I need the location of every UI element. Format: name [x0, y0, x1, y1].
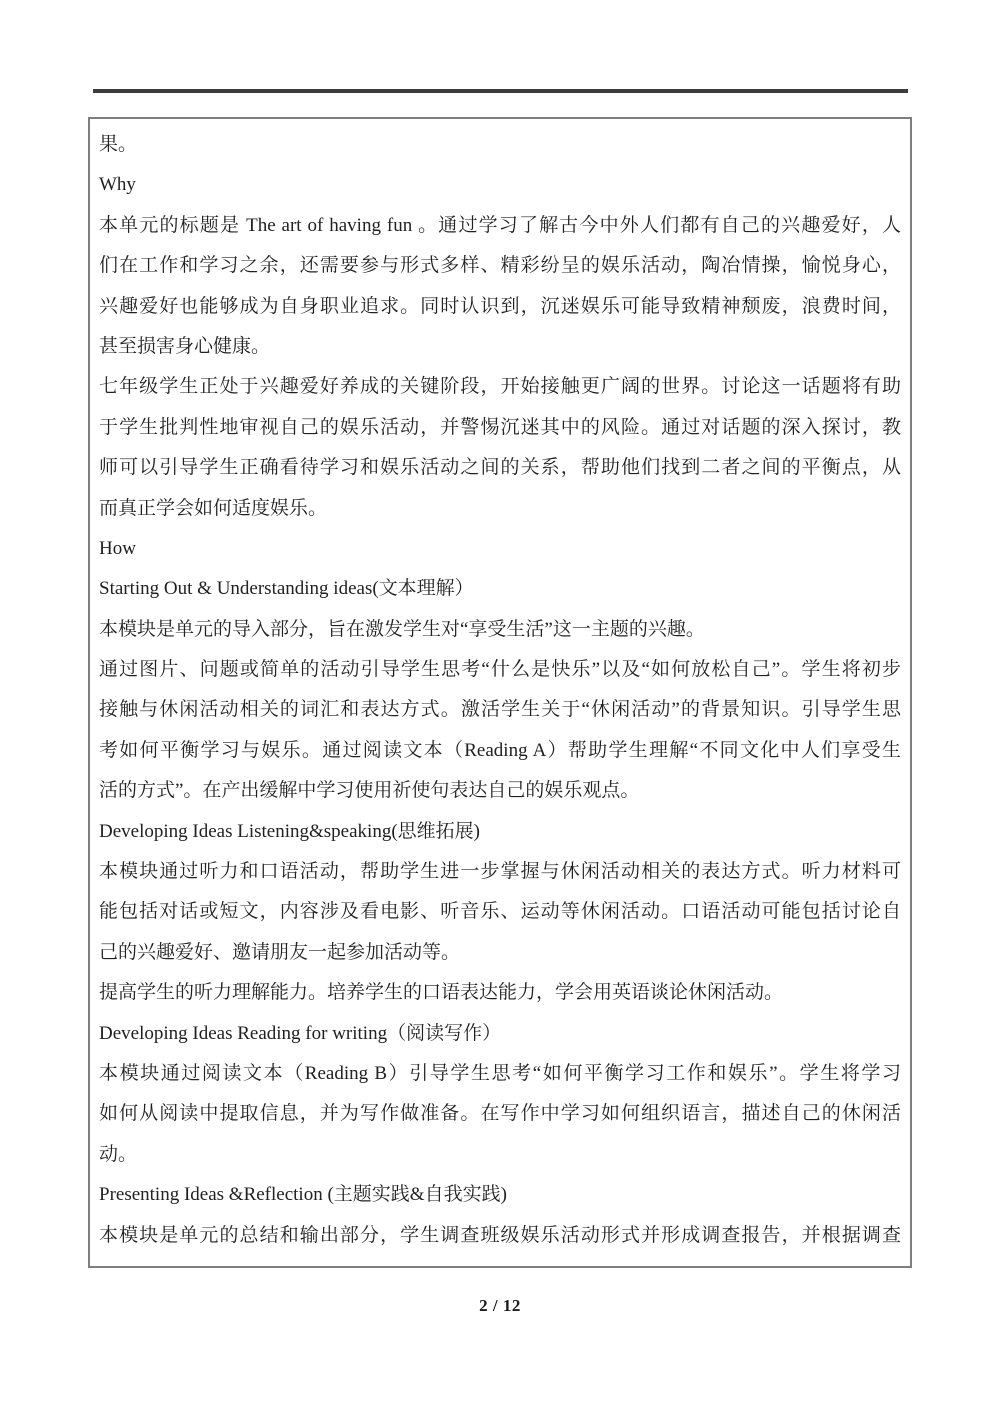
text-line: 考如何平衡学习与娱乐。通过阅读文本（Reading A）帮助学生理解“不同文化中人们享受生 — [99, 739, 901, 761]
section-title-listening-speaking: Developing Ideas Listening&speaking(思维拓展) — [99, 820, 480, 842]
section-title-starting-out: Starting Out & Understanding ideas(文本理解） — [99, 578, 474, 600]
heading-how: How — [99, 537, 136, 559]
text-line: 己的兴趣爱好、邀请朋友一起参加活动等。 — [99, 941, 461, 963]
text-line: 本模块通过听力和口语活动，帮助学生进一步掌握与休闲活动相关的表达方式。听力材料可 — [99, 861, 901, 883]
section-title-reading-for-writing: Developing Ideas Reading for writing（阅读写作） — [99, 1022, 502, 1044]
section-title-presenting-ideas: Presenting Ideas &Reflection (主题实践&自我实践) — [99, 1184, 507, 1206]
text-line: 们在工作和学习之余，还需要参与形式多样、精彩纷呈的娱乐活动，陶冶情操，愉悦身心， — [99, 255, 901, 277]
text-line: 如何从阅读中提取信息，并为写作做准备。在写作中学习如何组织语言，描述自己的休闲活 — [99, 1103, 901, 1125]
page-number: 2 / 12 — [479, 1296, 521, 1315]
text-line: 七年级学生正处于兴趣爱好养成的关键阶段，开始接触更广阔的世界。讨论这一话题将有助 — [99, 376, 901, 398]
text-line: 本模块是单元的导入部分，旨在激发学生对“享受生活”这一主题的兴趣。 — [99, 618, 705, 640]
text-line: 接触与休闲活动相关的词汇和表达方式。激活学生关于“休闲活动”的背景知识。引导学生思 — [99, 699, 901, 721]
text-line: 本模块是单元的总结和输出部分，学生调查班级娱乐活动形式并形成调查报告，并根据调查 — [99, 1224, 901, 1246]
text-line: 动。 — [99, 1143, 138, 1165]
text-line: 甚至损害身心健康。 — [99, 335, 271, 357]
text-line: 而真正学会如何适度娱乐。 — [99, 497, 328, 519]
heading-why: Why — [99, 174, 136, 196]
text-line: 能包括对话或短文，内容涉及看电影、听音乐、运动等休闲活动。口语活动可能包括讨论自 — [99, 901, 901, 923]
text-line: 通过图片、问题或简单的活动引导学生思考“什么是快乐”以及“如何放松自己”。学生将初步 — [99, 659, 901, 681]
text-line: 师可以引导学生正确看待学习和娱乐活动之间的关系，帮助他们找到二者之间的平衡点，从 — [99, 457, 901, 479]
text-line: 兴趣爱好也能够成为自身职业追求。同时认识到，沉迷娱乐可能导致精神颓废，浪费时间， — [99, 295, 901, 317]
table-cell-content — [88, 117, 912, 1268]
text-line: 提高学生的听力理解能力。培养学生的口语表达能力，学会用英语谈论休闲活动。 — [99, 982, 784, 1004]
text-line: 活的方式”。在产出缓解中学习使用祈使句表达自己的娱乐观点。 — [99, 780, 640, 802]
text-line: 果。 — [99, 134, 138, 155]
text-line: 于学生批判性地审视自己的娱乐活动，并警惕沉迷其中的风险。通过对话题的深入探讨，教 — [99, 416, 901, 438]
text-line: 本模块通过阅读文本（Reading B）引导学生思考“如何平衡学习工作和娱乐”。学生将学习 — [99, 1062, 901, 1084]
header-rule — [93, 89, 908, 93]
text-line: 本单元的标题是 The art of having fun 。通过学习了解古今中外人们都有自己的兴趣爱好，人 — [99, 214, 901, 236]
